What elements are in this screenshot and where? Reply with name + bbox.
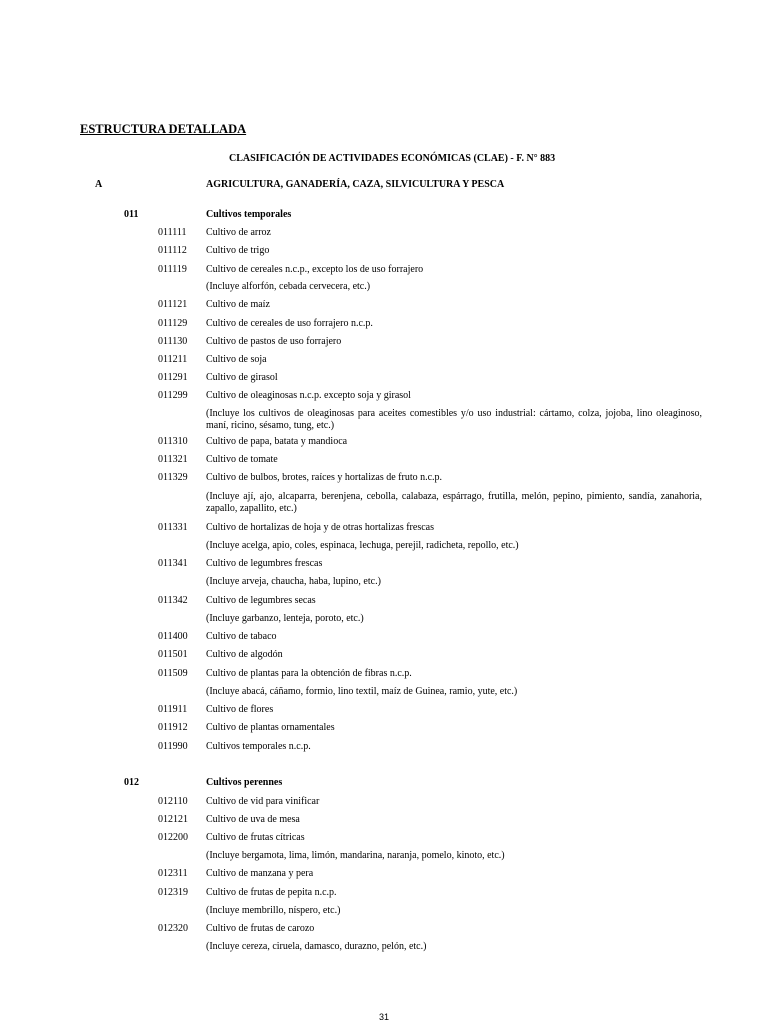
activity-description: Cultivo de pastos de uso forrajero bbox=[206, 336, 342, 347]
activity-code: 011990 bbox=[158, 741, 188, 752]
activity-code: 011912 bbox=[158, 722, 188, 733]
activity-note: (Incluye ají, ajo, alcaparra, berenjena, cebolla, calabaza, espárrago, frutilla, melón, pepino, pimiento, sandía, zanahoria, zapallo, zapallito, etc.) bbox=[206, 491, 702, 514]
activity-description: Cultivos temporales n.c.p. bbox=[206, 741, 311, 752]
activity-code: 011509 bbox=[158, 668, 188, 679]
activity-note: (Incluye membrillo, níspero, etc.) bbox=[206, 905, 341, 916]
activity-code: 011211 bbox=[158, 354, 188, 365]
activity-code: 012319 bbox=[158, 887, 188, 898]
group-title: Cultivos temporales bbox=[206, 209, 292, 220]
activity-description: Cultivo de cereales de uso forrajero n.c.p. bbox=[206, 318, 373, 329]
activity-note: (Incluye alforfón, cebada cervecera, etc.) bbox=[206, 281, 371, 292]
activity-code: 011112 bbox=[158, 245, 187, 256]
activity-description: Cultivo de hortalizas de hoja y de otras hortalizas frescas bbox=[206, 522, 434, 533]
activity-code: 011331 bbox=[158, 522, 188, 533]
activity-description: Cultivo de legumbres frescas bbox=[206, 558, 323, 569]
activity-description: Cultivo de flores bbox=[206, 704, 274, 715]
activity-code: 011291 bbox=[158, 372, 188, 383]
activity-description: Cultivo de manzana y pera bbox=[206, 868, 314, 879]
activity-code: 011501 bbox=[158, 649, 188, 660]
activity-code: 011130 bbox=[158, 336, 188, 347]
section-code: A bbox=[95, 179, 103, 190]
activity-note: (Incluye garbanzo, lenteja, poroto, etc.) bbox=[206, 613, 364, 624]
page-heading: ESTRUCTURA DETALLADA bbox=[80, 122, 247, 136]
activity-description: Cultivo de plantas ornamentales bbox=[206, 722, 335, 733]
activity-code: 011342 bbox=[158, 595, 188, 606]
activity-description: Cultivo de arroz bbox=[206, 227, 271, 238]
activity-code: 012121 bbox=[158, 814, 188, 825]
activity-description: Cultivo de papa, batata y mandioca bbox=[206, 436, 348, 447]
activity-description: Cultivo de tabaco bbox=[206, 631, 277, 642]
activity-code: 011911 bbox=[158, 704, 188, 715]
activity-description: Cultivo de vid para vinificar bbox=[206, 796, 320, 807]
group-title: Cultivos perennes bbox=[206, 777, 283, 788]
activity-description: Cultivo de trigo bbox=[206, 245, 270, 256]
activity-note: (Incluye acelga, apio, coles, espinaca, lechuga, perejil, radicheta, repollo, etc.) bbox=[206, 540, 519, 551]
activity-description: Cultivo de legumbres secas bbox=[206, 595, 316, 606]
activity-code: 011119 bbox=[158, 264, 187, 275]
group-code: 012 bbox=[124, 777, 139, 788]
section-title: AGRICULTURA, GANADERÍA, CAZA, SILVICULTURA Y PESCA bbox=[206, 179, 505, 190]
activity-description: Cultivo de frutas de pepita n.c.p. bbox=[206, 887, 337, 898]
activity-description: Cultivo de cereales n.c.p., excepto los de uso forrajero bbox=[206, 264, 424, 275]
activity-description: Cultivo de oleaginosas n.c.p. excepto soja y girasol bbox=[206, 390, 411, 401]
activity-code: 011111 bbox=[158, 227, 187, 238]
activity-note: (Incluye cereza, ciruela, damasco, durazno, pelón, etc.) bbox=[206, 941, 427, 952]
activity-description: Cultivo de frutas de carozo bbox=[206, 923, 315, 934]
document-title: CLASIFICACIÓN DE ACTIVIDADES ECONÓMICAS (CLAE) - F. N° 883 bbox=[229, 153, 556, 164]
activity-code: 011400 bbox=[158, 631, 188, 642]
page-number: 31 bbox=[378, 1012, 389, 1022]
group-code: 011 bbox=[124, 209, 139, 220]
activity-code: 011329 bbox=[158, 472, 188, 483]
activity-code: 011129 bbox=[158, 318, 188, 329]
activity-description: Cultivo de plantas para la obtención de fibras n.c.p. bbox=[206, 668, 412, 679]
activity-description: Cultivo de frutas cítricas bbox=[206, 832, 305, 843]
activity-note: (Incluye abacá, cáñamo, formio, lino textil, maíz de Guinea, ramio, yute, etc.) bbox=[206, 686, 518, 697]
activity-code: 011341 bbox=[158, 558, 188, 569]
activity-note: (Incluye bergamota, lima, limón, mandarina, naranja, pomelo, kinoto, etc.) bbox=[206, 850, 505, 861]
activity-description: Cultivo de girasol bbox=[206, 372, 278, 383]
activity-description: Cultivo de tomate bbox=[206, 454, 278, 465]
activity-code: 012311 bbox=[158, 868, 188, 879]
activity-description: Cultivo de uva de mesa bbox=[206, 814, 300, 825]
activity-note: (Incluye los cultivos de oleaginosas para aceites comestibles y/o uso industrial: cártamo, colza, jojoba, lino oleaginoso, maní, ricino, sésamo, tung, etc.) bbox=[206, 408, 702, 431]
activity-code: 011310 bbox=[158, 436, 188, 447]
activity-description: Cultivo de algodón bbox=[206, 649, 283, 660]
activity-code: 012110 bbox=[158, 796, 188, 807]
activity-note: (Incluye arveja, chaucha, haba, lupino, etc.) bbox=[206, 576, 381, 587]
activity-code: 011299 bbox=[158, 390, 188, 401]
activity-code: 012200 bbox=[158, 832, 188, 843]
activity-description: Cultivo de soja bbox=[206, 354, 267, 365]
activity-code: 011121 bbox=[158, 299, 188, 310]
activity-code: 012320 bbox=[158, 923, 188, 934]
activity-description: Cultivo de bulbos, brotes, raíces y hortalizas de fruto n.c.p. bbox=[206, 472, 443, 483]
activity-code: 011321 bbox=[158, 454, 188, 465]
activity-description: Cultivo de maíz bbox=[206, 299, 270, 310]
